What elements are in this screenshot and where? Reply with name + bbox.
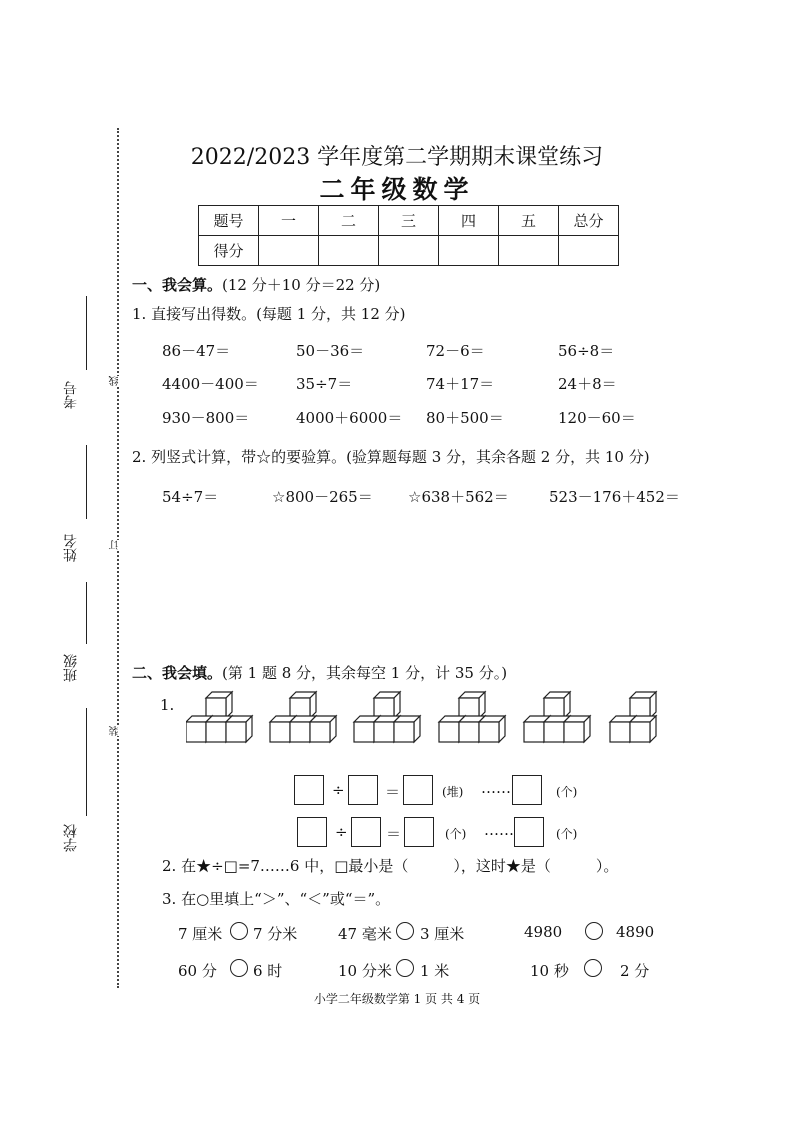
score-table-score-row: [199, 236, 619, 266]
unit-label: (个): [556, 785, 578, 799]
calc-item: 35÷7＝: [296, 375, 353, 393]
calc-item: 50－36＝: [296, 342, 365, 360]
answer-box[interactable]: [403, 775, 433, 805]
compare-circle[interactable]: [585, 922, 603, 940]
vertical-calc-item: ☆800－265＝: [272, 488, 373, 506]
cut-mark-bind: 订: [110, 540, 121, 550]
compare-right: 7 分米: [253, 925, 298, 943]
compare-circle[interactable]: [584, 959, 602, 977]
section2-q3-text: 3. 在○里填上“＞”、“＜”或“＝”。: [162, 890, 391, 908]
score-row-label: 得分: [199, 236, 259, 266]
section2-q2-text: 2. 在★÷□=7……6 中，□最小是（ ），这时★是（ ）。: [162, 857, 619, 875]
page-title: 2022/2023 学年度第二学期期末课堂练习: [190, 145, 604, 170]
unit-label: (个): [556, 827, 578, 841]
section1-q1-text: 1. 直接写出得数。(每题 1 分，共 12 分): [132, 305, 406, 323]
calc-item: 72－6＝: [426, 342, 485, 360]
cube-pile: [439, 692, 505, 742]
score-header-cell: 四: [439, 206, 499, 236]
score-header-cell: 五: [499, 206, 559, 236]
class-line: [86, 582, 87, 644]
score-cell[interactable]: [499, 236, 559, 266]
cut-mark-line: 线: [110, 376, 121, 386]
calc-item: 4400－400＝: [162, 375, 259, 393]
compare-circle[interactable]: [230, 959, 248, 977]
calc-item: 120－60＝: [558, 409, 636, 427]
section2-heading: 二、我会填。: [132, 664, 223, 682]
section1-score: (12 分＋10 分＝22 分): [222, 276, 381, 294]
compare-left: 4980: [524, 923, 563, 941]
compare-right: 3 厘米: [420, 925, 465, 943]
unit-label: (堆): [442, 785, 464, 799]
section1-header: [132, 274, 380, 295]
score-cell[interactable]: [439, 236, 499, 266]
calc-item: 86－47＝: [162, 342, 231, 360]
calc-item: 56÷8＝: [558, 342, 615, 360]
cube-pile: [186, 692, 252, 742]
remainder-dots: ……: [481, 779, 511, 797]
school-label: 学校: [63, 824, 79, 852]
student-id-label: 考号: [63, 381, 79, 409]
unit-label: (个): [445, 827, 467, 841]
compare-left: 47 毫米: [338, 925, 392, 943]
score-cell[interactable]: [559, 236, 619, 266]
score-table-header-row: [199, 206, 619, 236]
answer-box[interactable]: [514, 817, 544, 847]
school-line: [86, 708, 87, 816]
compare-right: 4890: [616, 923, 655, 941]
score-cell[interactable]: [259, 236, 319, 266]
answer-box[interactable]: [297, 817, 327, 847]
vertical-calc-item: 523－176＋452＝: [549, 488, 680, 506]
compare-circle[interactable]: [396, 922, 414, 940]
calc-item: 930－800＝: [162, 409, 250, 427]
divide-sign: ÷: [332, 781, 345, 799]
calc-item: 74＋17＝: [426, 375, 495, 393]
compare-circle[interactable]: [396, 959, 414, 977]
section2-header: [132, 662, 507, 683]
compare-left: 7 厘米: [178, 925, 223, 943]
equals-sign: ＝: [386, 825, 402, 843]
calc-item: 24＋8＝: [558, 375, 617, 393]
class-label: 班级: [63, 654, 79, 682]
cut-mark-stitch: 装: [110, 726, 121, 736]
page-footer: 小学二年级数学第 1 页 共 4 页: [313, 992, 481, 1006]
vertical-calc-item: 54÷7＝: [162, 488, 219, 506]
vertical-calc-item: ☆638＋562＝: [408, 488, 509, 506]
score-cell[interactable]: [319, 236, 379, 266]
cube-pile-partial: [610, 692, 656, 742]
calc-item: 4000＋6000＝: [296, 409, 403, 427]
cube-pile: [270, 692, 336, 742]
answer-box[interactable]: [512, 775, 542, 805]
score-table: [198, 205, 619, 266]
section2-q1-number: 1.: [160, 696, 175, 714]
calc-item: 80＋500＝: [426, 409, 504, 427]
compare-right: 6 时: [253, 962, 283, 980]
page-subtitle: 二年级数学: [319, 175, 475, 204]
cube-pile: [524, 692, 590, 742]
score-header-cell: 一: [259, 206, 319, 236]
equals-sign: ＝: [385, 783, 401, 801]
name-line: [86, 445, 87, 519]
answer-box[interactable]: [351, 817, 381, 847]
compare-right: 2 分: [620, 962, 650, 980]
score-header-cell: 二: [319, 206, 379, 236]
score-header-cell: 题号: [199, 206, 259, 236]
name-label: 姓名: [63, 534, 79, 562]
score-header-cell: 总分: [559, 206, 619, 236]
compare-left: 60 分: [178, 962, 217, 980]
binding-dotted-line: [117, 128, 119, 988]
compare-left: 10 分米: [338, 962, 392, 980]
compare-left: 10 秒: [530, 962, 569, 980]
score-header-cell: 三: [379, 206, 439, 236]
section1-heading: 一、我会算。: [132, 276, 223, 294]
student-id-line: [86, 296, 87, 370]
compare-right: 1 米: [420, 962, 450, 980]
section1-q2-text: 2. 列竖式计算，带☆的要验算。(验算题每题 3 分，其余各题 2 分，共 10 分): [132, 448, 650, 466]
cube-piles-illustration: [186, 690, 666, 748]
compare-circle[interactable]: [230, 922, 248, 940]
divide-sign: ÷: [335, 823, 348, 841]
cube-pile: [354, 692, 420, 742]
answer-box[interactable]: [294, 775, 324, 805]
answer-box[interactable]: [348, 775, 378, 805]
answer-box[interactable]: [404, 817, 434, 847]
remainder-dots: ……: [484, 821, 514, 839]
section2-score: (第 1 题 8 分，其余每空 1 分，计 35 分。): [222, 664, 508, 682]
score-cell[interactable]: [379, 236, 439, 266]
